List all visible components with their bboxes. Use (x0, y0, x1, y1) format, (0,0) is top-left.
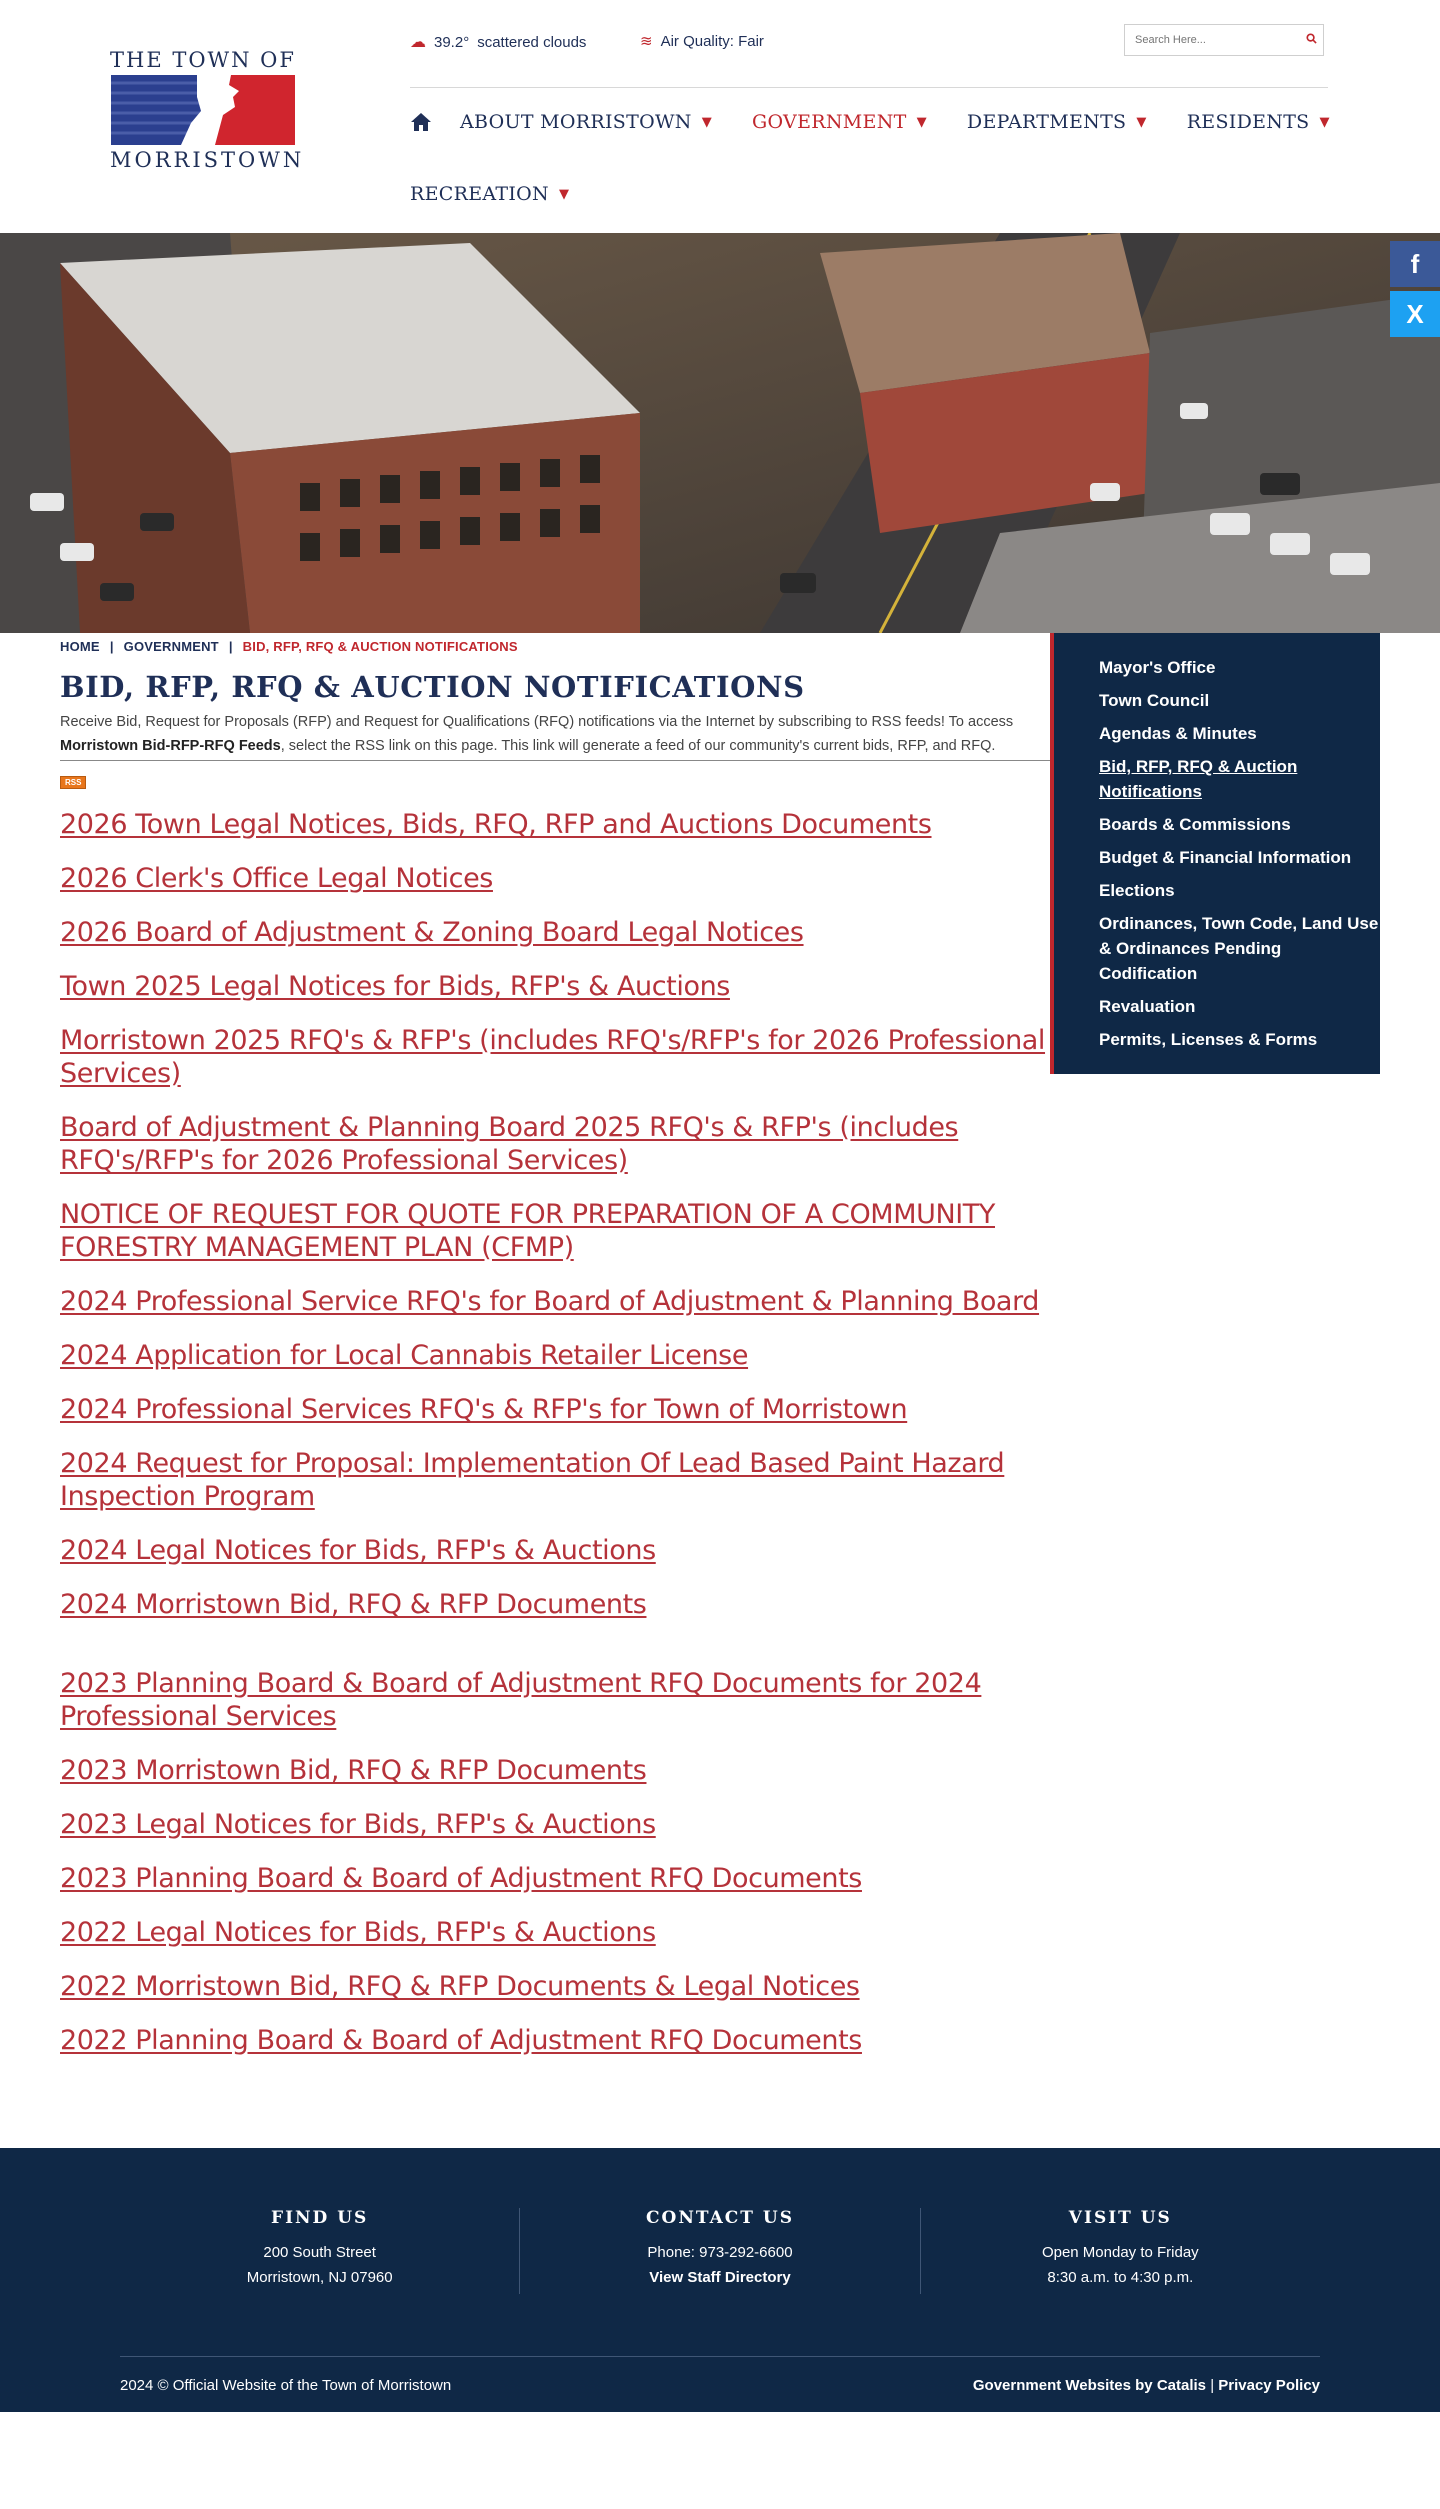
notice-link[interactable]: 2023 Planning Board & Board of Adjustment RFQ Documents (60, 1863, 862, 1894)
nav-label: ABOUT MORRISTOWN (460, 111, 692, 133)
sidebar-item-town-council[interactable]: Town Council (1099, 691, 1210, 710)
weather-desc: scattered clouds (477, 33, 587, 51)
footer-columns (120, 2208, 1320, 2294)
breadcrumb-separator: | (109, 639, 114, 654)
notice-link[interactable]: 2024 Professional Service RFQ's for Board of Adjustment & Planning Board (60, 1286, 1040, 1317)
footer-divider: | (1210, 2377, 1215, 2394)
nav-item-departments[interactable] (967, 111, 1147, 133)
breadcrumb-government[interactable]: GOVERNMENT (123, 639, 219, 654)
search-input[interactable] (1125, 25, 1299, 55)
notice-link[interactable]: Morristown 2025 RFQ's & RFP's (includes RFQ's/RFP's for 2026 Professional Services) (60, 1025, 1046, 1089)
notice-link[interactable]: 2026 Board of Adjustment & Zoning Board Legal Notices (60, 917, 804, 948)
hero-banner-image (0, 233, 1440, 633)
nav-item-about[interactable] (460, 111, 712, 133)
footer-heading: CONTACT US (645, 2208, 794, 2228)
address-line-2: Morristown, NJ 07960 (246, 2269, 393, 2286)
hours-line-1: Open Monday to Friday (1041, 2244, 1199, 2261)
privacy-policy-link[interactable]: Privacy Policy (1218, 2377, 1320, 2394)
footer-find-us (120, 2208, 520, 2294)
sidebar-item-ordinances[interactable]: Ordinances, Town Code, Land Use & Ordinances Pending Codification (1099, 914, 1379, 983)
notice-link[interactable]: 2022 Morristown Bid, RFQ & RFP Documents & Legal Notices (60, 1971, 860, 2002)
wind-icon: ≋ (640, 33, 653, 50)
weather-temp: 39.2° (434, 33, 470, 51)
air-quality-widget (640, 32, 764, 50)
staff-directory-link[interactable]: View Staff Directory (649, 2269, 791, 2286)
weather-widget (410, 32, 586, 52)
facebook-icon[interactable]: f (1390, 241, 1440, 287)
address-line-1: 200 South Street (263, 2244, 376, 2261)
nav-label: RECREATION (410, 183, 549, 205)
page-bottom-spacer (0, 2412, 1440, 2473)
notification-links-list (60, 808, 1050, 2057)
intro-bold: Morristown Bid-RFP-RFQ Feeds (60, 738, 281, 754)
logo-flag-icon (111, 75, 295, 145)
logo-top-text: THE TOWN OF (110, 48, 296, 72)
caret-down-icon: ▼ (916, 114, 927, 130)
notice-link[interactable]: 2023 Planning Board & Board of Adjustment RFQ Documents for 2024 Professional Services (60, 1668, 982, 1732)
notice-link[interactable]: 2026 Town Legal Notices, Bids, RFQ, RFP and Auctions Documents (60, 809, 932, 840)
sidebar-item-budget-financial[interactable]: Budget & Financial Information (1099, 848, 1352, 867)
rss-feed-button[interactable]: RSS (60, 776, 86, 789)
notice-link[interactable]: 2022 Legal Notices for Bids, RFP's & Auctions (60, 1917, 656, 1948)
phone-number[interactable]: Phone: 973-292-6600 (647, 2244, 793, 2261)
nav-label: RESIDENTS (1186, 111, 1310, 133)
notice-link[interactable]: 2022 Planning Board & Board of Adjustment RFQ Documents (60, 2025, 862, 2056)
sidebar-item-permits-licenses[interactable]: Permits, Licenses & Forms (1099, 1030, 1318, 1049)
notice-link[interactable]: NOTICE OF REQUEST FOR QUOTE FOR PREPARATION OF A COMMUNITY FORESTRY MANAGEMENT PLAN (CFMP) (60, 1199, 995, 1263)
footer-bottom-bar (120, 2356, 1320, 2394)
section-sidebar (1050, 633, 1380, 1074)
caret-down-icon: ▼ (701, 114, 713, 130)
search-icon[interactable] (1299, 33, 1323, 47)
caret-down-icon: ▼ (1319, 114, 1330, 130)
notice-link[interactable]: 2024 Legal Notices for Bids, RFP's & Auctions (60, 1535, 656, 1566)
utility-bar (410, 24, 1328, 88)
notice-link[interactable]: Town 2025 Legal Notices for Bids, RFP's & Auctions (60, 971, 730, 1002)
nav-item-government[interactable] (752, 111, 927, 133)
cloud-sun-icon: ☁ (410, 34, 426, 51)
footer-credits (973, 2377, 1320, 2394)
social-links (1390, 241, 1440, 341)
town-logo[interactable] (110, 48, 305, 188)
intro-part1: Receive Bid, Request for Proposals (RFP) and Request for Qualifications (RFQ) notifications via the Internet by subscribing to RSS feeds! To access (60, 714, 1014, 730)
notice-link[interactable]: 2024 Request for Proposal: Implementation Of Lead Based Paint Hazard Inspection Program (60, 1448, 1005, 1512)
catalis-credit-link[interactable]: Government Websites by Catalis (972, 2377, 1207, 2394)
nav-label: GOVERNMENT (752, 111, 907, 133)
caret-down-icon: ▼ (1136, 114, 1147, 130)
main-column (60, 633, 1050, 2078)
footer-contact-us (520, 2208, 920, 2294)
air-quality-text: Air Quality: Fair (660, 32, 764, 50)
copyright-text: 2024 © Official Website of the Town of Morristown (120, 2377, 452, 2394)
notice-link[interactable]: 2024 Morristown Bid, RFQ & RFP Documents (60, 1589, 647, 1620)
notice-link[interactable]: Board of Adjustment & Planning Board 2025 RFQ's & RFP's (includes RFQ's/RFP's for 2026 Professional Services) (60, 1112, 959, 1176)
sidebar-item-agendas-minutes[interactable]: Agendas & Minutes (1099, 724, 1257, 743)
notice-link[interactable]: 2023 Morristown Bid, RFQ & RFP Documents (60, 1755, 647, 1786)
nav-item-recreation[interactable] (410, 183, 569, 205)
sidebar-item-elections[interactable]: Elections (1099, 881, 1175, 900)
notice-link[interactable]: 2023 Legal Notices for Bids, RFP's & Auctions (60, 1809, 656, 1840)
sidebar-item-revaluation[interactable]: Revaluation (1099, 997, 1196, 1016)
breadcrumb-home[interactable]: HOME (60, 639, 100, 654)
hours-line-2: 8:30 a.m. to 4:30 p.m. (1047, 2269, 1194, 2286)
content-area (0, 633, 1440, 2148)
logo-bottom-text: MORRISTOWN (110, 148, 305, 172)
search-box (1124, 24, 1324, 56)
notice-link[interactable]: 2026 Clerk's Office Legal Notices (60, 863, 493, 894)
footer-heading: VISIT US (1068, 2208, 1172, 2228)
sidebar-item-mayors-office[interactable]: Mayor's Office (1099, 658, 1216, 677)
page-title: BID, RFP, RFQ & AUCTION NOTIFICATIONS (60, 670, 805, 704)
breadcrumb (60, 639, 1050, 654)
site-footer (0, 2148, 1440, 2412)
intro-text (60, 710, 1050, 761)
notice-link[interactable]: 2024 Application for Local Cannabis Retailer License (60, 1340, 749, 1371)
intro-part2: , select the RSS link on this page. This link will generate a feed of our community's current bids, RFP, and RFQ. (280, 738, 996, 754)
breadcrumb-separator: | (228, 639, 233, 654)
nav-item-residents[interactable] (1187, 111, 1330, 133)
site-header (0, 0, 1440, 233)
main-nav (410, 100, 1330, 216)
caret-down-icon: ▼ (558, 186, 570, 202)
sidebar-item-bid-rfp-rfq[interactable]: Bid, RFP, RFQ & Auction Notifications (1099, 757, 1298, 801)
sidebar-item-boards-commissions[interactable]: Boards & Commissions (1099, 815, 1291, 834)
notice-link[interactable]: 2024 Professional Services RFQ's & RFP's for Town of Morristown (60, 1394, 908, 1425)
x-twitter-icon[interactable]: X (1390, 291, 1440, 337)
footer-visit-us (921, 2208, 1320, 2294)
nav-label: DEPARTMENTS (966, 111, 1127, 133)
footer-heading: FIND US (271, 2208, 369, 2228)
breadcrumb-current: BID, RFP, RFQ & AUCTION NOTIFICATIONS (242, 639, 518, 654)
home-icon[interactable] (410, 110, 434, 134)
